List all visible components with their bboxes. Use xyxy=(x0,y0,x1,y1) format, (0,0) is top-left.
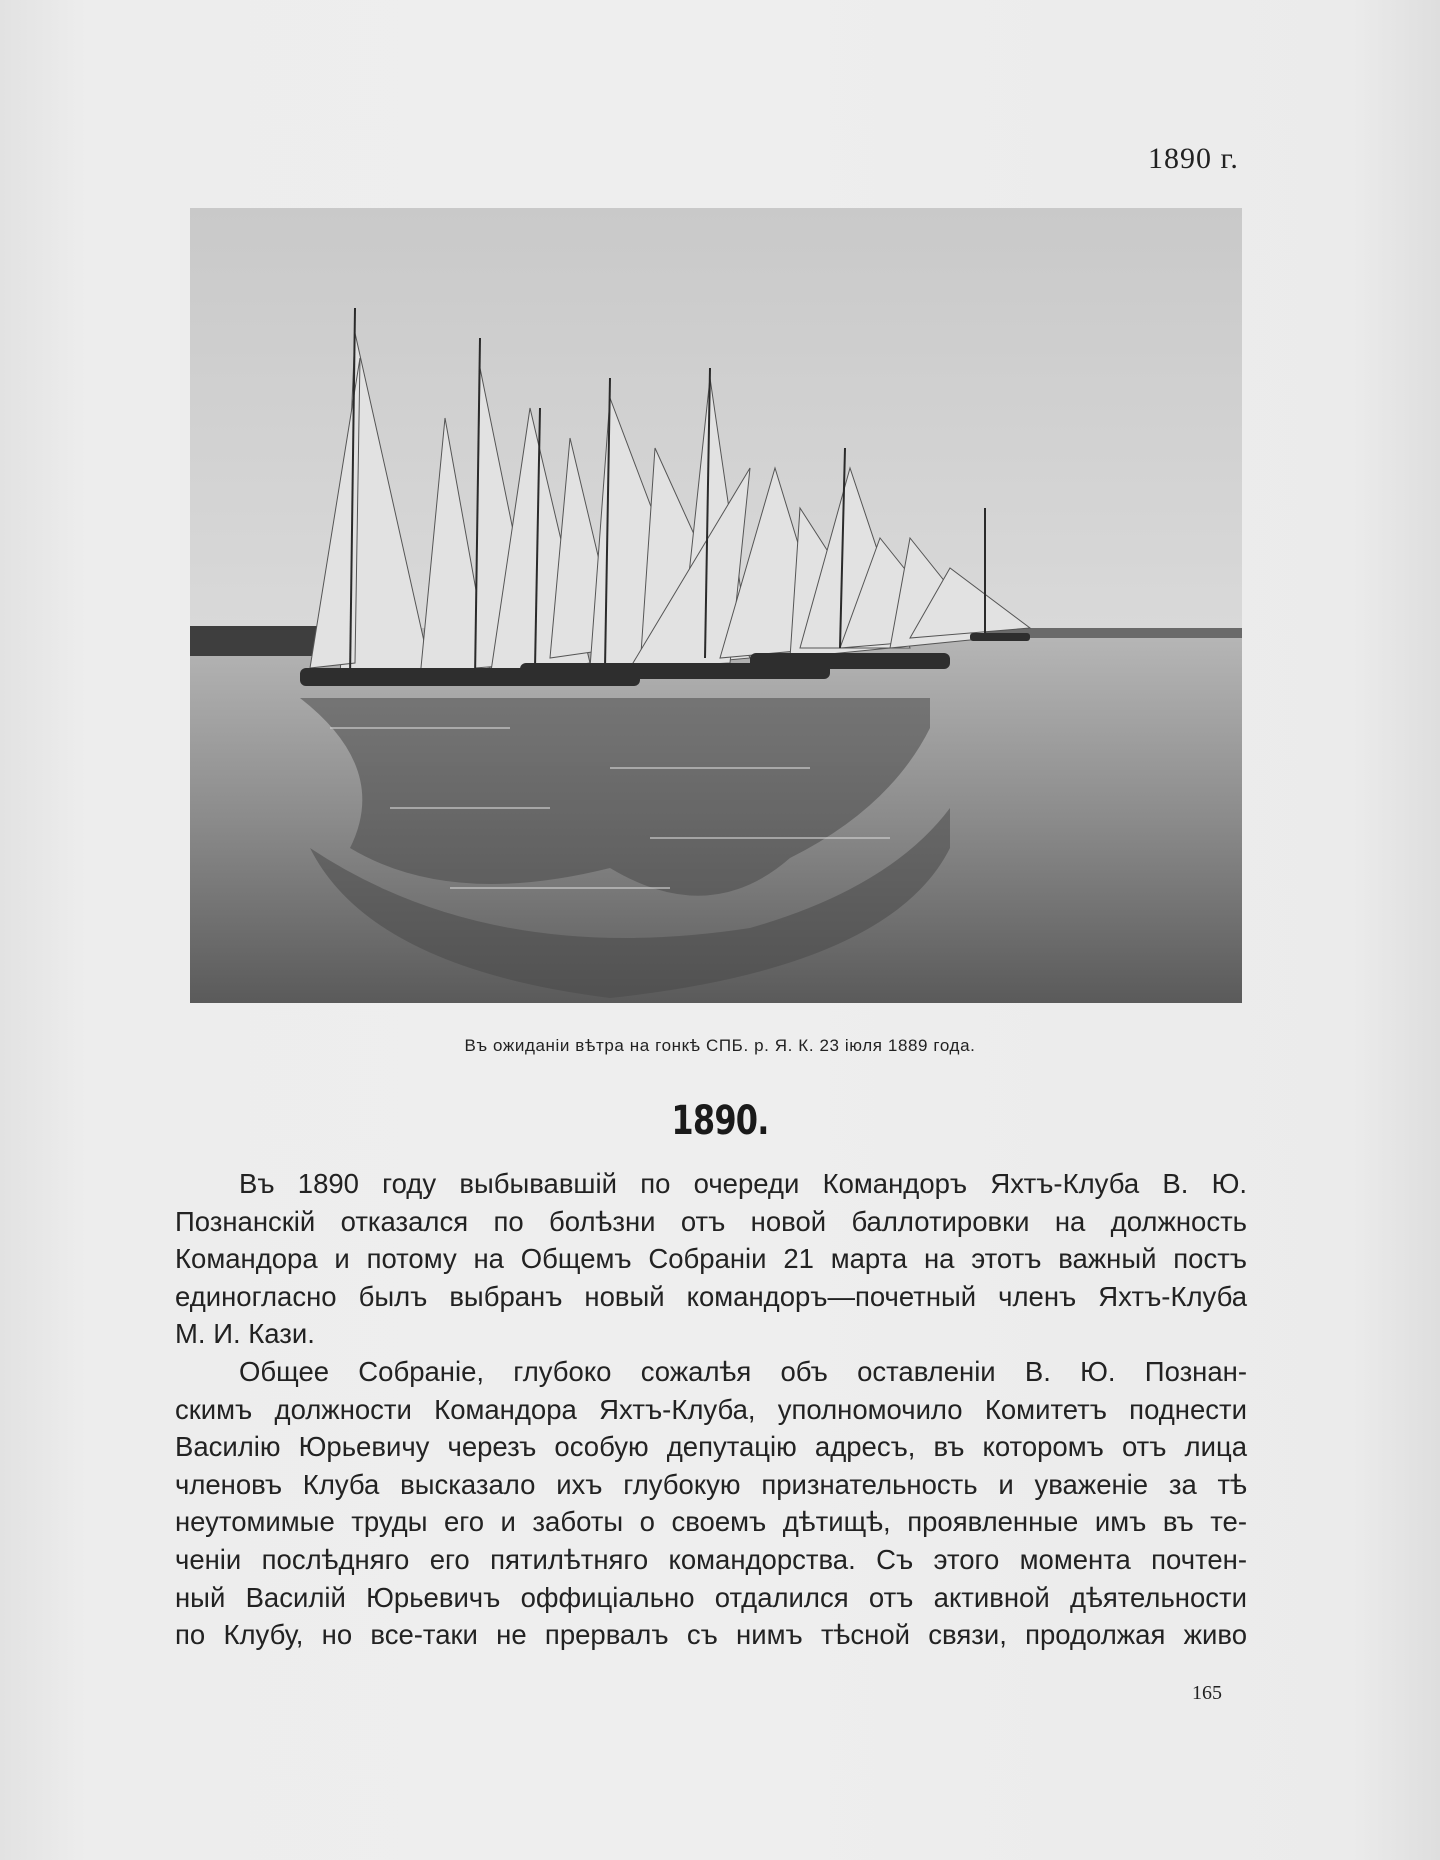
text-line: Познанскій отказался по болѣзни отъ новой баллотировки на должность xyxy=(175,1205,1247,1237)
yachts-photograph xyxy=(190,208,1242,1003)
running-head: 1890 г. xyxy=(1148,142,1239,175)
text-line: Общее Собраніе, глубоко сожалѣя объ оставленіи В. Ю. Познан- xyxy=(239,1355,1247,1387)
text-line: неутомимые труды его и заботы о своемъ дѣтищѣ, проявленные имъ въ те- xyxy=(175,1506,1247,1538)
section-heading: 1890. xyxy=(671,1098,769,1144)
yachts-illustration xyxy=(190,208,1242,1003)
text-line: ный Василій Юрьевичъ оффиціально отдалился отъ активной дѣятельности xyxy=(175,1581,1247,1613)
text-line: по Клубу, но все-таки не прервалъ съ нимъ тѣсной связи, продолжая живо xyxy=(175,1619,1247,1651)
text-line: скимъ должности Командора Яхтъ-Клуба, уполномочило Комитетъ поднести xyxy=(175,1393,1247,1425)
text-line: ченіи послѣдняго его пятилѣтняго командорства. Съ этого момента почтен- xyxy=(175,1543,1247,1575)
text-line: Командора и потому на Общемъ Собраніи 21 марта на этотъ важный постъ xyxy=(175,1243,1247,1275)
text-line: Василію Юрьевичу черезъ особую депутацію адресъ, въ которомъ отъ лица xyxy=(175,1431,1247,1463)
figure-caption: Въ ожиданіи вѣтра на гонкѣ СПБ. р. Я. К. 23 іюля 1889 года. xyxy=(464,1036,976,1055)
text-line: единогласно былъ выбранъ новый командоръ—почетный членъ Яхтъ-Клуба xyxy=(175,1280,1247,1312)
text-line: М. И. Кази. xyxy=(175,1318,315,1350)
text-line: членовъ Клуба высказало ихъ глубокую признательность и уваженіе за тѣ xyxy=(175,1468,1247,1500)
page-number: 165 xyxy=(1192,1682,1222,1704)
text-line: Въ 1890 году выбывавшій по очереди Командоръ Яхтъ-Клуба В. Ю. xyxy=(239,1168,1247,1199)
body-text xyxy=(175,1165,1247,1654)
